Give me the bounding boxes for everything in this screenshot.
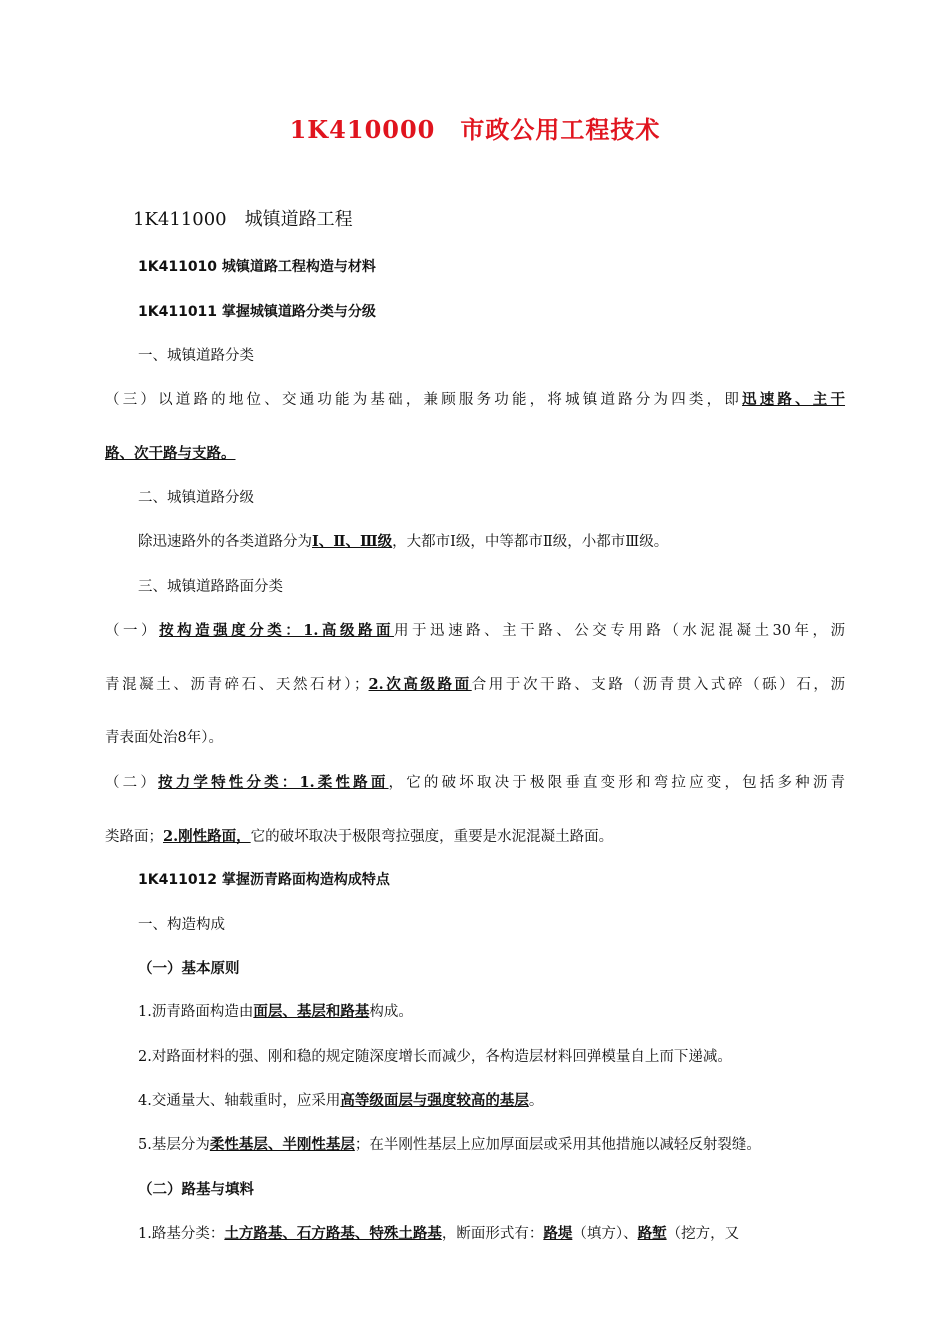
heading-subgrade: （二）路基与填料 [138, 1182, 254, 1198]
section-heading: 1K411000 城镇道路工程 [133, 209, 353, 230]
list-item: 1.沥青路面构造由面层、基层和路基构成。 [138, 1003, 413, 1020]
paragraph-line: 除迅速路外的各类道路分为Ⅰ、Ⅱ、Ⅲ级，大都市Ⅰ级，中等都市Ⅱ级，小都市Ⅲ级。 [138, 533, 669, 550]
list-item: 1.路基分类：土方路基、石方路基、特殊土路基，断面形式有：路堤（填方）、路堑（挖方，又 [138, 1225, 740, 1242]
heading-structure: 一、构造构成 [138, 917, 225, 933]
paragraph-line: （一）按构造强度分类：1.高级路面用于迅速路、主干路、公交专用路（水泥混凝土30年，沥 [105, 622, 846, 639]
subsection-heading: 1K411011 掌握城镇道路分类与分级 [138, 304, 376, 320]
subsection-heading: 1K411012 掌握沥青路面构造构成特点 [138, 872, 390, 888]
page-title: 1K410000 市政公用工程技术 [289, 115, 661, 144]
paragraph-line: （二）按力学特性分类：1.柔性路面，它的破坏取决于极限垂直变形和弯拉应变，包括多种沥青 [105, 774, 846, 791]
heading-basic: （一）基本原则 [138, 961, 240, 977]
paragraph-line: 青混凝土、沥青碎石、天然石材）；2.次高级路面合用于次干路、支路（沥青贯入式碎（砾）石，沥 [105, 676, 846, 693]
list-item: 2.对路面材料的强、刚和稳的规定随深度增长而减少，各构造层材料回弹模量自上而下递减。 [138, 1049, 732, 1065]
paragraph-line: 类路面；2.刚性路面，它的破坏取决于极限弯拉强度，重要是水泥混凝土路面。 [105, 828, 614, 845]
paragraph-line: （三）以道路的地位、交通功能为基础，兼顾服务功能，将城镇道路分为四类，即迅速路、主干 [105, 391, 846, 408]
heading-grade: 二、城镇道路分级 [138, 490, 254, 506]
subsection-heading: 1K411010 城镇道路工程构造与材料 [138, 259, 376, 275]
paragraph-line: 青表面处治8年）。 [105, 730, 223, 746]
paragraph-line: 路、次干路与支路。 [105, 445, 236, 462]
heading-surface: 三、城镇道路路面分类 [138, 579, 283, 595]
list-item: 5.基层分为柔性基层、半刚性基层；在半刚性基层上应加厚面层或采用其他措施以减轻反射裂缝。 [138, 1136, 761, 1153]
list-item: 4.交通量大、轴载重时，应采用高等级面层与强度较高的基层。 [138, 1092, 544, 1109]
heading-classify: 一、城镇道路分类 [138, 348, 254, 364]
